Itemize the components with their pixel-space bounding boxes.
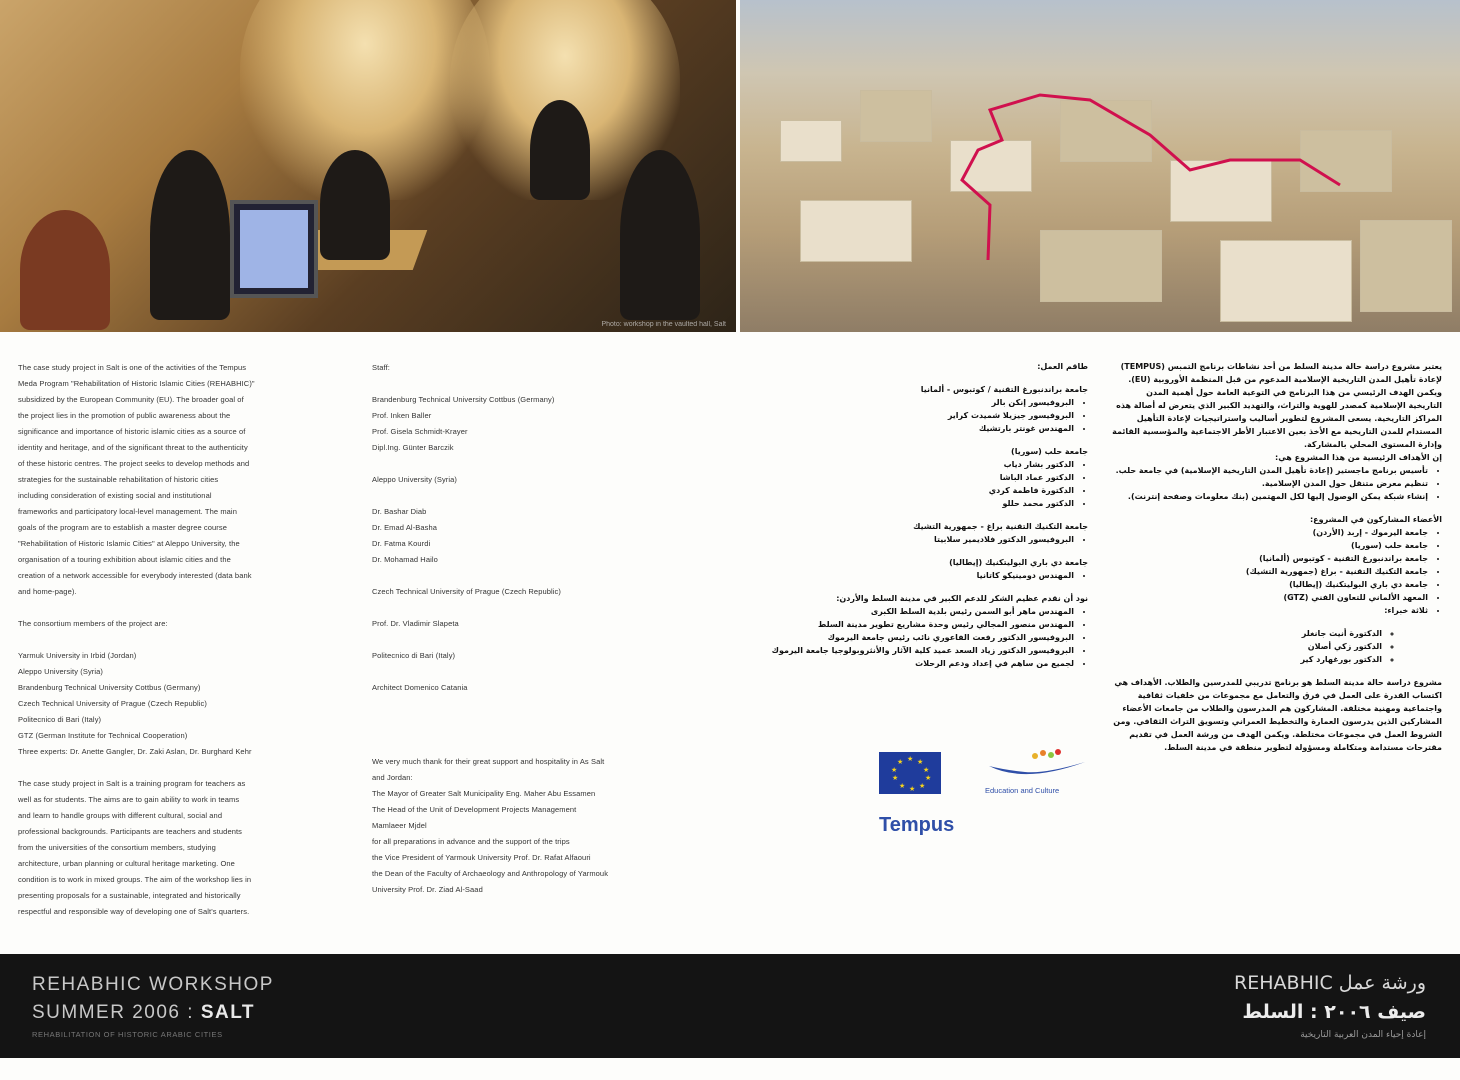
- text-line: Three experts: Dr. Anette Gangler, Dr. Zaki Aslan, Dr. Burghard Kehr: [18, 747, 252, 756]
- list-item: • البروفيسور جيزيلا شميدت كراير: [748, 409, 1074, 422]
- footer-season: SUMMER 2006 :: [32, 1002, 201, 1023]
- ar-members-title: الأعضاء المشاركون في المشروع:: [1309, 515, 1442, 524]
- list-item: • الدكتور عماد الباشا: [748, 471, 1074, 484]
- ar-group-list: [748, 396, 1088, 435]
- text-line: Meda Program "Rehabilitation of Historic Islamic Cities (REHABHIC)": [18, 379, 255, 388]
- list-item: • البروفيسور إنكن بالر: [748, 396, 1074, 409]
- staff-aleppo: [372, 504, 722, 568]
- text-line: Politecnico di Bari (Italy): [372, 651, 456, 660]
- list-item: ◦ الدكتورة أنيت جانغلر: [1112, 627, 1382, 640]
- ar-group-list: [748, 458, 1088, 510]
- text-line: professional backgrounds. Participants are teachers and students: [18, 827, 243, 836]
- ar-paragraph: يعتبر مشروع دراسة حالة مدينة السلط من أحد نشاطات برنامج التمبس (TEMPUS) لإعادة تأهيل المدن التاريخية الإسلامية المدعوم من قبل المنظمة الأوروبية (EU). ويكمن الهدف الرئيسي من هذا البرنامج في التوعية العامة حول أهمية المدن التاريخية الإسلامية كمصدر للهوية والتراث، والتهديد الكبير الذي يتعرض له أصالة هذه المراكز التاريخية. يسعى المشروع لتطوير أساليب واستراتيجيات لإعادة التأهيل المستدام للمدن التاريخية مع الأخذ بعين الاعتبار الأطر الاجتماعية والمؤسسية القائمة وإدارة المستوى المحلي بالمشاركة.: [1112, 362, 1442, 449]
- ar-group-title: جامعة براندنبورغ التقنية / كوتبوس - ألمانيا: [920, 385, 1088, 394]
- ar-goals-title: إن الأهداف الرئيسية من هذا المشروع هي:: [1275, 453, 1442, 462]
- ar-group-aleppo: [748, 445, 1088, 510]
- ar-group-btu: [748, 383, 1088, 435]
- text-line: Brandenburg Technical University Cottbus (Germany): [18, 683, 201, 692]
- ar-group-title: جامعة حلب (سوريا): [1011, 447, 1088, 456]
- salt-city-photo: [740, 0, 1460, 332]
- list-item: • لجميع من ساهم في إعداد ودعم الرحلات: [748, 657, 1074, 670]
- list-item: • المهندس دومينيكو كاتانيا: [748, 569, 1074, 582]
- staff-prague: [372, 616, 722, 632]
- text-line: Prof. Dr. Vladimir Slapeta: [372, 619, 459, 628]
- workshop-description: [18, 776, 358, 920]
- ar-group-list: [748, 533, 1088, 546]
- list-item: • الدكتورة فاطمة كردي: [748, 484, 1074, 497]
- text-line: The consortium members of the project are:: [18, 619, 168, 628]
- list-item: • ثلاثة خبراء:: [1112, 604, 1428, 617]
- ar-workshop-description: مشروع دراسة حالة مدينة السلط هو برنامج تدريبي للمدرسين والطلاب. الأهداف هي اكتساب القدرة على العمل في فرق والتعامل مع مجموعات من خلفيات ثقافية واجتماعية ومهنية مختلفة. المشاركون هم المدرسون والطلاب من جامعات الأعضاء المشاركين الذين يدرسون العمارة والتخطيط العمراني وتسويق التراث الثقافي. ومن الشروط العمل في مجموعات مختلطة. ويكمن الهدف من ورشة العمل في تقديم مقترحات مستدامة ومتكاملة ومسؤولة لتطوير منطقة في مدينة السلط.: [1113, 678, 1442, 752]
- list-item: • جامعة براندنبورغ التقنية - كوتبوس (ألمانيا): [1112, 552, 1428, 565]
- text-line: of these historic centres. The project seeks to develop methods and: [18, 459, 250, 468]
- staff-heading: [372, 360, 722, 376]
- project-description: [18, 360, 358, 600]
- ar-members-list: [1112, 526, 1442, 617]
- text-line: including consideration of existing social and institutional: [18, 491, 212, 500]
- text-line: for all preparations in advance and the support of the trips: [372, 837, 570, 846]
- photo-caption: Photo: workshop in the vaulted hall, Salt: [601, 321, 726, 328]
- text-line: Aleppo University (Syria): [18, 667, 104, 676]
- staff-aleppo-heading: [372, 472, 722, 488]
- text-line: the Dean of the Faculty of Archaeology and Anthropology of Yarmouk: [372, 869, 609, 878]
- ar-group-title: جامعة التكنيك التقنية براغ - جمهورية التشيك: [913, 522, 1088, 531]
- text-line: Staff:: [372, 363, 390, 372]
- text-line: Brandenburg Technical University Cottbus (Germany): [372, 395, 555, 404]
- text-line: frameworks and participatory local-level management. The main: [18, 507, 237, 516]
- eu-flag-logo: ★ ★ ★ ★ ★ ★ ★ ★ ★ ★: [879, 752, 941, 794]
- ar-project-description: [1112, 360, 1442, 503]
- text-line: Czech Technical University of Prague (Czech Republic): [18, 699, 207, 708]
- text-line: architecture, urban planning or cultural heritage marketing. One: [18, 859, 235, 868]
- text-line: The case study project in Salt is one of the activities of the Tempus: [18, 363, 247, 372]
- list-item: • البروفيسور الدكتور رفعت الفاعوري نائب رئيس جامعة اليرموك: [748, 631, 1074, 644]
- person: [530, 100, 590, 200]
- staff-bari: [372, 680, 722, 696]
- list-item: • تنظيم معرض متنقل حول المدن الإسلامية.: [1112, 477, 1428, 490]
- text-line: from the universities of the consortium members, studying: [18, 843, 216, 852]
- staff-btu: [372, 392, 722, 456]
- text-line: Architect Domenico Catania: [372, 683, 468, 692]
- text-line: and Jordan:: [372, 773, 413, 782]
- list-item: • جامعة التكنيك التقنية - براغ (جمهورية التشيك): [1112, 565, 1428, 578]
- text-line: Mamlaeer Mjdel: [372, 821, 427, 830]
- list-item: • البروفيسور الدكتور زياد السعد عميد كلية الآثار والأنثروبولوجيا جامعة اليرموك: [748, 644, 1074, 657]
- list-item: • المهندس ماهر أبو السمن رئيس بلدية السلط الكبرى: [748, 605, 1074, 618]
- text-line: Dr. Emad Al-Basha: [372, 523, 438, 532]
- ar-group-prague: [748, 520, 1088, 546]
- text-line: and learn to handle groups with different cultural, social and: [18, 811, 223, 820]
- list-item: • إنشاء شبكة يمكن الوصول إليها لكل المهتمين (بنك معلومات وصفحة إنترنت).: [1112, 490, 1428, 503]
- ar-thanks: [748, 592, 1088, 670]
- text-line: significance and importance of historic islamic cities as a source of: [18, 427, 246, 436]
- text-line: Aleppo University (Syria): [372, 475, 458, 484]
- person: [320, 150, 390, 260]
- person: [620, 150, 700, 320]
- ar-goals-list: [1112, 464, 1442, 503]
- ar-thanks-title: نود أن نقدم عظيم الشكر للدعم الكبير في مدينة السلط والأردن:: [836, 594, 1088, 603]
- text-line: GTZ (German Institute for Technical Cooperation): [18, 731, 188, 740]
- ar-group-bari: [748, 556, 1088, 582]
- text-line: and home-page).: [18, 587, 77, 596]
- text-line: Dipl.Ing. Günter Barczik: [372, 443, 454, 452]
- person: [150, 150, 230, 320]
- footer-subtitle-ar: صيف ٢٠٠٦ : السلط: [1242, 1001, 1426, 1023]
- text-line: Dr. Mohamad Hailo: [372, 555, 438, 564]
- text-line: University Prof. Dr. Ziad Al-Saad: [372, 885, 483, 894]
- text-line: respectful and responsible way of developing one of Salt's quarters.: [18, 907, 250, 916]
- text-line: goals of the program are to establish a master degree course: [18, 523, 228, 532]
- ar-members: [1112, 513, 1442, 666]
- text-line: Dr. Bashar Diab: [372, 507, 427, 516]
- consortium-heading: [18, 616, 358, 632]
- list-item: • الدكتور بشار دياب: [748, 458, 1074, 471]
- list-item: • جامعة اليرموك - إربد (الأردن): [1112, 526, 1428, 539]
- footer-subtitle: [32, 1002, 255, 1024]
- ar-staff-heading: طاقم العمل:: [1037, 362, 1088, 371]
- education-culture-label: Education and Culture: [985, 786, 1060, 795]
- list-item: • تأسيس برنامج ماجستير (إعادة تأهيل المدن التاريخية الإسلامية) في جامعة حلب.: [1112, 464, 1428, 477]
- acknowledgements: [372, 754, 722, 898]
- staff-prague-heading: [372, 584, 722, 600]
- text-line: Dr. Fatma Kourdi: [372, 539, 431, 548]
- footer-tagline-ar: إعادة إحياء المدن العربية التاريخية: [1300, 1030, 1426, 1040]
- list-item: • المعهد الألماني للتعاون الفني (GTZ): [1112, 591, 1428, 604]
- footer-title-ar: REHABHIC ورشة عمل: [1234, 972, 1426, 994]
- list-item: • جامعة حلب (سوريا): [1112, 539, 1428, 552]
- person: [20, 210, 110, 330]
- staff-text-ar: [748, 360, 1088, 680]
- text-line: presenting proposals for a sustainable, integrated and historically: [18, 891, 241, 900]
- text-line: identity and heritage, and of the significant threat to the authenticity: [18, 443, 248, 452]
- intro-text-ar: [1112, 360, 1442, 764]
- bottom-margin: [0, 1058, 1460, 1080]
- text-line: Yarmuk University in Irbid (Jordan): [18, 651, 137, 660]
- staff-bari-heading: [372, 648, 722, 664]
- list-item: • الدكتور محمد حللو: [748, 497, 1074, 510]
- list-item: • جامعة دي باري البوليتكنيك (إيطاليا): [1112, 578, 1428, 591]
- ar-experts-list: [1112, 627, 1442, 666]
- intro-text-en: [18, 360, 358, 936]
- footer-tagline: REHABILITATION OF HISTORIC ARABIC CITIES: [32, 1030, 223, 1039]
- staff-text-en: [372, 360, 722, 914]
- list-item: ◦ الدكتور بورغهارد كير: [1112, 653, 1382, 666]
- ar-thanks-list: [748, 605, 1088, 670]
- computer-monitor: [230, 200, 318, 298]
- workshop-photo: [0, 0, 736, 332]
- list-item: • المهندس غونتر بارتشيك: [748, 422, 1074, 435]
- footer-city: SALT: [200, 1002, 256, 1023]
- text-line: Prof. Gisela Schmidt-Krayer: [372, 427, 468, 436]
- text-line: subsidized by the European Community (EU). The broader goal of: [18, 395, 244, 404]
- text-line: Politecnico di Bari (Italy): [18, 715, 102, 724]
- text-line: organisation of a touring exhibition about islamic cities and the: [18, 555, 231, 564]
- text-line: We very much thank for their great support and hospitality in As Salt: [372, 757, 605, 766]
- text-line: "Rehabilitation of Historic Islamic Cities" at Aleppo University, the: [18, 539, 240, 548]
- tempus-logo: Tempus: [879, 814, 955, 836]
- text-line: The Head of the Unit of Development Projects Management: [372, 805, 577, 814]
- list-item: • البروفيسور الدكتور فلاديمير سلابيتا: [748, 533, 1074, 546]
- list-item: • المهندس منصور المجالي رئيس وحدة مشاريع تطوير مدينة السلط: [748, 618, 1074, 631]
- ar-group-list: [748, 569, 1088, 582]
- text-line: Prof. Inken Baller: [372, 411, 432, 420]
- text-line: Czech Technical University of Prague (Czech Republic): [372, 587, 561, 596]
- text-line: strategies for the sustainable rehabilitation of historic cities: [18, 475, 219, 484]
- tour-route: [740, 0, 1460, 332]
- text-line: condition is to work in mixed groups. The aim of the workshop lies in: [18, 875, 252, 884]
- text-line: The case study project in Salt is a training program for teachers as: [18, 779, 246, 788]
- list-item: ◦ الدكتور زكي أصلان: [1112, 640, 1382, 653]
- text-line: creation of a network accessible for everybody interested (data bank: [18, 571, 252, 580]
- footer-title: REHABHIC WORKSHOP: [32, 974, 274, 995]
- text-line: well as for students. The aims are to gain ability to work in teams: [18, 795, 240, 804]
- ar-group-title: جامعة دي باري البوليتكنيك (إيطاليا): [949, 558, 1088, 567]
- consortium-list: [18, 648, 358, 760]
- text-line: the Vice President of Yarmouk University Prof. Dr. Rafat Alfaouri: [372, 853, 591, 862]
- text-line: the project lies in the promotion of public awareness about the: [18, 411, 231, 420]
- text-line: The Mayor of Greater Salt Municipality Eng. Maher Abu Essamen: [372, 789, 596, 798]
